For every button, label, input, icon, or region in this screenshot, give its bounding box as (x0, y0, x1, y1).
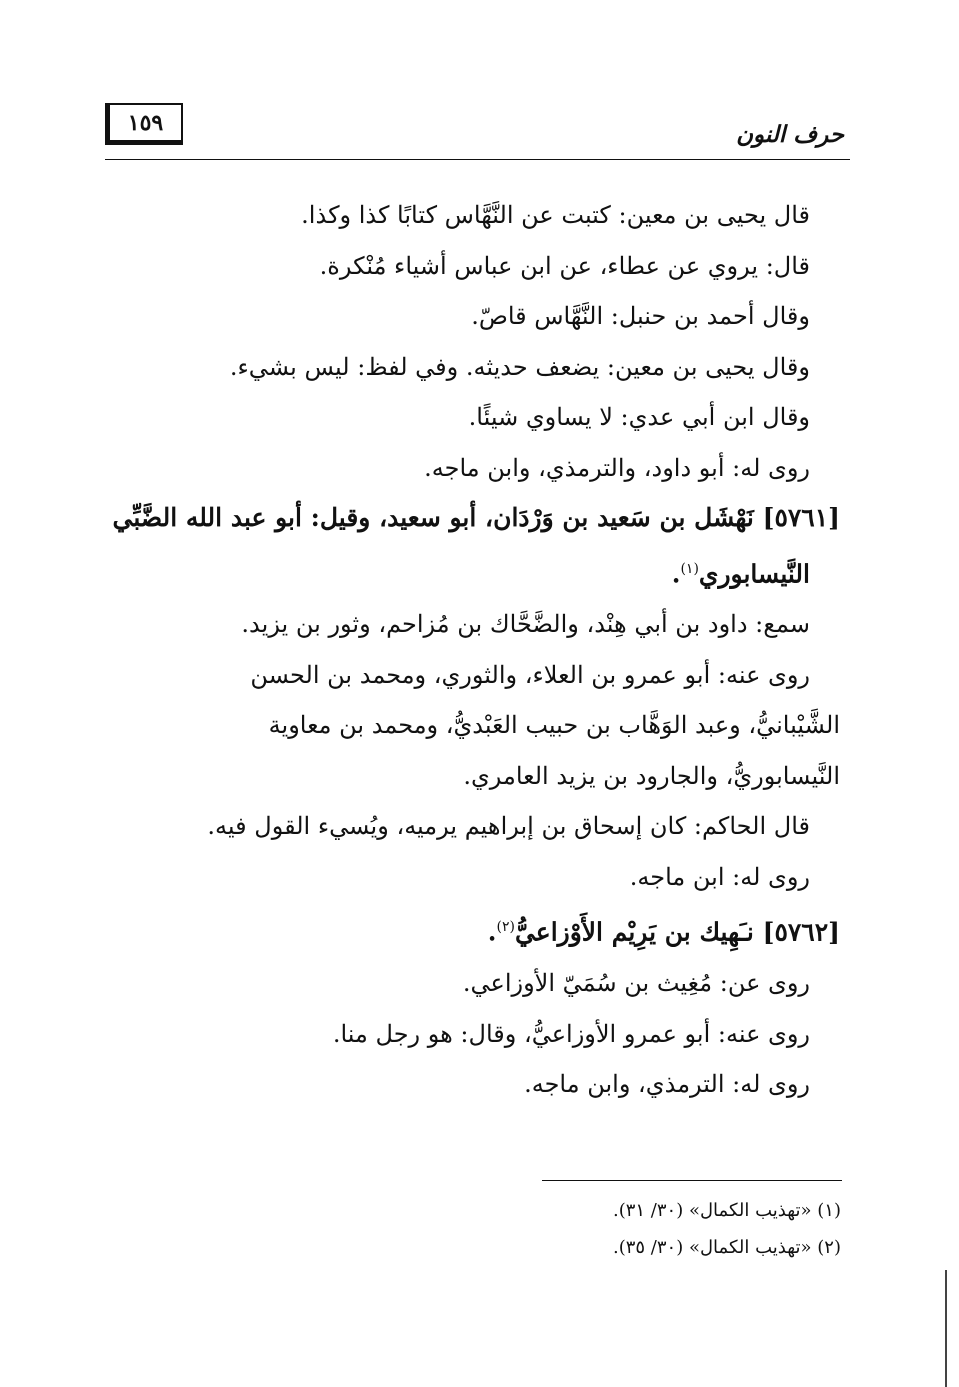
text-line: روى عنه: أبو عمرو الأوزاعيُّ، وقال: هو رجل منا. (332, 1019, 810, 1048)
text-line: قال يحيى بن معين: كتبت عن النَّهَّاس كتابًا كذا وكذا. (301, 201, 810, 229)
footnote-ref: (٢) (496, 919, 515, 936)
text-line: قال الحاكم: كان إسحاق بن إبراهيم يرميه، ويُسيء القول فيه. (207, 812, 810, 841)
entry-name-cont: النَّيسابوري (698, 558, 810, 588)
text-line: الشَّيْبانيُّ، وعبد الوَهَّاب بن حبيب العَبْديُّ، ومحمد بن معاوية (268, 711, 840, 740)
text-line: وقال يحيى بن معين: يضعف حديثه. وفي لفظ: ليس بشيء. (229, 352, 810, 381)
entry-heading (105, 493, 840, 544)
text-line: سمع: داود بن أبي هِنْد، والضَّحَّاك بن مُزاحم، وثور بن يزيد. (241, 610, 810, 639)
text-line: روى له: ابن ماجه. (629, 862, 810, 891)
running-title: حرف النون (736, 121, 844, 148)
footnote: (١) «تهذيب الكمال» (٣٠/ ٣١). (612, 1200, 841, 1221)
page-header (105, 95, 850, 165)
page-number: ١٥٩ (105, 103, 183, 145)
text-line: روى له: أبو داود، والترمذي، وابن ماجه. (424, 453, 810, 482)
text-line: وقال ابن أبي عدي: لا يساوي شيئًا. (468, 403, 810, 431)
text-line: روى له: الترمذي، وابن ماجه. (524, 1070, 810, 1099)
text-line: روى عنه: أبو عمرو بن العلاء، والثوري، ومحمد بن الحسن (250, 660, 810, 689)
scan-edge-line (945, 1270, 947, 1387)
entry-name: نـَهِيك بن يَرِيْم الأَوْزاعيُّ (514, 917, 754, 947)
header-rule (105, 159, 850, 160)
entry-end: . (487, 917, 497, 947)
page-body (105, 190, 840, 1110)
entry-heading (105, 902, 840, 958)
text-line: روى عن: مُغِيث بن سُمَيّ الأوزاعي. (462, 969, 810, 998)
footnote-ref: (١) (680, 560, 699, 577)
footnotes (613, 1192, 841, 1266)
entry-number: [٥٧٦١] (762, 503, 840, 532)
text-line: وقال أحمد بن حنبل: النَّهَّاس قاصّ. (471, 302, 810, 330)
text-line: قال: يروي عن عطاء، عن ابن عباس أشياء مُنْكرة. (319, 251, 810, 280)
entry-heading-cont (105, 544, 840, 600)
footnote-rule (542, 1180, 842, 1181)
entry-name: نَهْشَل بن سَعيد بن وَرْدَان، أبو سعيد، وقيل: أبو عبد الله الضَّبِّي (112, 503, 754, 532)
entry-end: . (671, 558, 681, 588)
entry-number: [٥٧٦٢] (762, 917, 840, 947)
footnote: (٢) «تهذيب الكمال» (٣٠/ ٣٥). (612, 1237, 841, 1258)
text-line: النَّيسابوريُّ، والجارود بن يزيد العامري. (463, 761, 840, 790)
